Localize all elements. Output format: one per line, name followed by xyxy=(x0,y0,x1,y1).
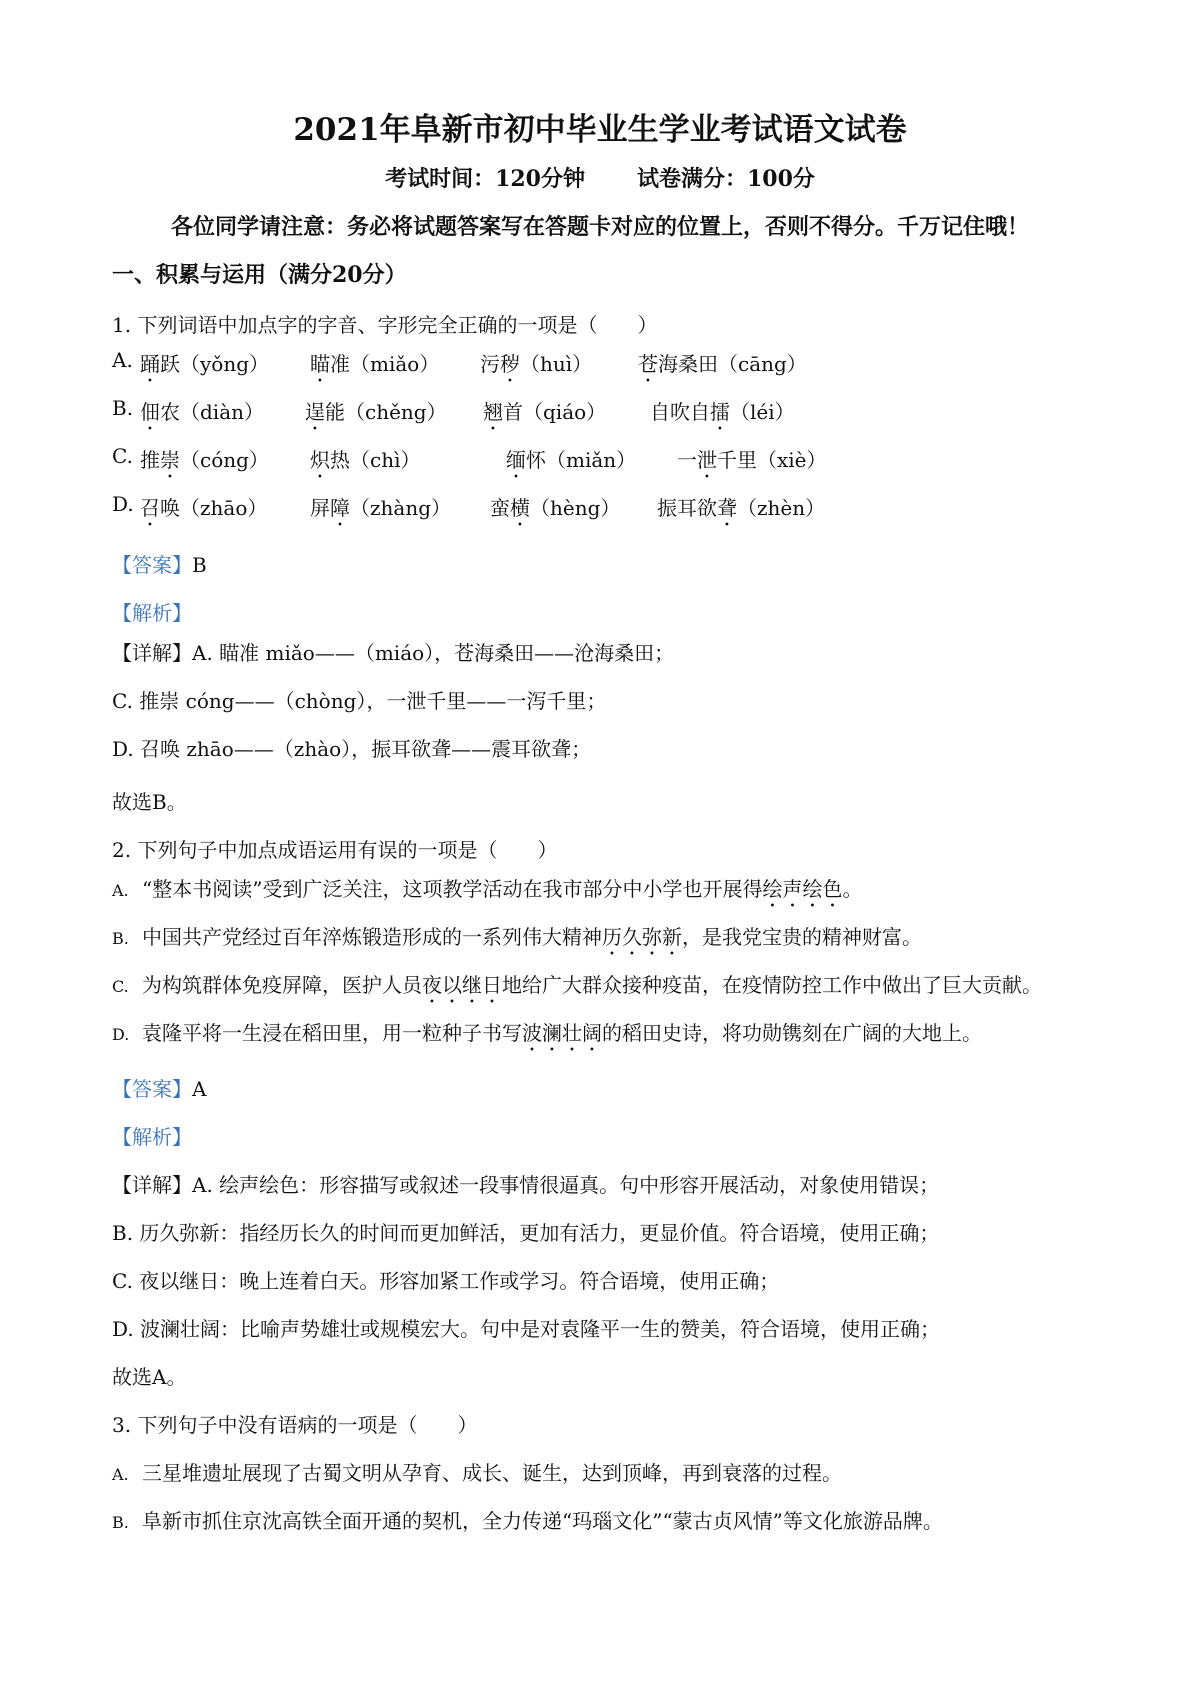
full-score: 试卷满分：100分 xyxy=(637,166,815,192)
q1-analysis-tag: 【解析】 xyxy=(112,601,192,625)
word-pre: 污 xyxy=(480,352,500,376)
option-text: 阜新市抓住京沈高铁全面开通的契机，全力传递“玛瑙文化”“蒙古贞风情”等文化旅游品牌。 xyxy=(142,1509,943,1533)
q1-word xyxy=(506,444,636,483)
q1-detail-line: C. 推崇 cóng——（chòng），一泄千里——一泻千里； xyxy=(112,689,607,713)
q1-word xyxy=(310,444,420,483)
word-pre: 屏 xyxy=(310,496,330,520)
exam-time: 考试时间：120分钟 xyxy=(385,166,585,192)
q1-word xyxy=(140,492,267,531)
option-text: 中国共产党经过百年淬炼锻造形成的一系列伟大精神 xyxy=(142,925,602,949)
answer-tag: 【答案】 xyxy=(112,553,192,577)
section-heading: 一、积累与运用（满分20分） xyxy=(112,262,407,288)
q1-word xyxy=(310,348,439,387)
q2-option xyxy=(112,1017,1200,1056)
word-post: （huì） xyxy=(520,352,593,376)
detail-text: A. 瞄准 miǎo——（miáo），苍海桑田——沧海桑田； xyxy=(192,641,675,665)
q1-word xyxy=(310,492,451,531)
dotted-char: 苍 xyxy=(638,352,658,376)
word-post: 唤（zhāo） xyxy=(160,496,268,520)
word-post: 千里（xiè） xyxy=(717,448,827,472)
q3-option xyxy=(112,1457,1200,1486)
option-label: D. xyxy=(112,1025,130,1044)
q2-conclusion: 故选A。 xyxy=(112,1365,187,1389)
dotted-char: 炽 xyxy=(310,448,330,472)
q1-word xyxy=(483,396,606,435)
option-label: A. xyxy=(112,881,129,900)
q1-detail-line xyxy=(112,637,1200,666)
q1-word xyxy=(480,348,592,387)
option-text: “整本书阅读”受到广泛关注，这项教学活动在我市部分中小学也开展得 xyxy=(142,877,763,901)
q2-detail-line: C. 夜以继日：晚上连着白天。形容加紧工作或学习。符合语境，使用正确； xyxy=(112,1269,780,1293)
answer-value: A xyxy=(192,1077,207,1101)
dotted-char: 横 xyxy=(510,496,530,520)
q2-detail-line: D. 波澜壮阔：比喻声势雄壮或规模宏大。句中是对袁隆平一生的赞美，符合语境，使用正确； xyxy=(112,1317,941,1341)
q1-word xyxy=(140,444,269,483)
option-text: 。 xyxy=(842,877,863,901)
word-post: 热（chì） xyxy=(330,448,421,472)
q1-detail-line: D. 召唤 zhāo——（zhào），振耳欲聋——震耳欲聋； xyxy=(112,737,592,761)
word-post: 准（miǎo） xyxy=(330,352,440,376)
detail-text: A. 绘声绘色：形容描写或叙述一段事情很逼真。句中形容开展活动，对象使用错误； xyxy=(192,1173,940,1197)
dotted-char: 逞 xyxy=(305,400,325,424)
notice: 各位同学请注意：务必将试题答案写在答题卡对应的位置上，否则不得分。千万记住哦！ xyxy=(170,214,1029,240)
q1-word xyxy=(650,396,795,435)
dotted-char: 踊 xyxy=(140,352,160,376)
option-label: B. xyxy=(112,1513,129,1532)
word-pre: 蛮 xyxy=(490,496,510,520)
option-text: 的稻田史诗，将功勋镌刻在广阔的大地上。 xyxy=(602,1021,982,1045)
answer-value: B xyxy=(192,553,207,577)
q1-word xyxy=(638,348,807,387)
word-pre: 自吹自 xyxy=(650,400,710,424)
dotted-char: 秽 xyxy=(500,352,520,376)
dotted-char: 泄 xyxy=(697,448,717,472)
dotted-idiom: 绘声绘色 xyxy=(762,877,843,901)
dotted-char: 崇 xyxy=(160,448,180,472)
option-label: D. xyxy=(112,492,134,516)
option-text: ，是我党宝贵的精神财富。 xyxy=(682,925,922,949)
q1-answer xyxy=(112,549,1200,578)
word-post: （zhàng） xyxy=(350,496,452,520)
dotted-char: 召 xyxy=(140,496,160,520)
q1-word xyxy=(490,492,620,531)
q1-word xyxy=(140,396,264,435)
detail-tag: 【详解】 xyxy=(112,641,192,665)
word-post: 能（chěng） xyxy=(325,400,447,424)
option-label: B. xyxy=(112,929,129,948)
dotted-char: 瞄 xyxy=(310,352,330,376)
word-post: 首（qiáo） xyxy=(503,400,607,424)
q2-option xyxy=(112,921,1200,960)
q1-word xyxy=(305,396,447,435)
word-pre: 一 xyxy=(677,448,697,472)
q1-word xyxy=(677,444,827,483)
word-post: （léi） xyxy=(730,400,795,424)
q2-detail-line xyxy=(112,1169,1200,1198)
q3-stem: 3. 下列句子中没有语病的一项是（ ） xyxy=(112,1413,478,1437)
q3-option xyxy=(112,1505,1200,1534)
word-post: 跃（yǒng） xyxy=(160,352,270,376)
option-label: A. xyxy=(112,348,133,372)
page-title: 2021年阜新市初中毕业生学业考试语文试卷 xyxy=(293,112,907,148)
word-post: 怀（miǎn） xyxy=(526,448,637,472)
dotted-char: 擂 xyxy=(710,400,730,424)
word-post: 海桑田（cāng） xyxy=(658,352,807,376)
word-post: 农（diàn） xyxy=(160,400,265,424)
option-text: 三星堆遗址展现了古蜀文明从孕育、成长、诞生，达到顶峰，再到衰落的过程。 xyxy=(142,1461,842,1485)
option-text: 为构筑群体免疫屏障，医护人员 xyxy=(142,973,422,997)
dotted-char: 佃 xyxy=(140,400,160,424)
word-pre: 推 xyxy=(140,448,160,472)
q2-stem: 2. 下列句子中加点成语运用有误的一项是（ ） xyxy=(112,838,558,862)
dotted-char: 翘 xyxy=(483,400,503,424)
word-post: （cóng） xyxy=(180,448,269,472)
word-pre: 振耳欲 xyxy=(657,496,717,520)
q2-option xyxy=(112,969,1200,1008)
option-label: B. xyxy=(112,396,134,420)
q2-answer xyxy=(112,1073,1200,1102)
option-label: C. xyxy=(112,977,129,996)
option-label: A. xyxy=(112,1465,129,1484)
dotted-char: 缅 xyxy=(506,448,526,472)
answer-tag: 【答案】 xyxy=(112,1077,192,1101)
q2-detail-line: B. 历久弥新：指经历长久的时间而更加鲜活，更加有活力，更显价值。符合语境，使用正确； xyxy=(112,1221,940,1245)
q1-word xyxy=(140,348,269,387)
q1-stem: 1. 下列词语中加点字的字音、字形完全正确的一项是（ ） xyxy=(112,313,658,337)
word-post: （zhèn） xyxy=(737,496,826,520)
option-text: 地给广大群众接种疫苗，在疫情防控工作中做出了巨大贡献。 xyxy=(502,973,1042,997)
option-text: 袁隆平将一生浸在稻田里，用一粒种子书写 xyxy=(142,1021,522,1045)
q2-option xyxy=(112,873,1200,912)
exam-info xyxy=(0,162,1200,193)
word-post: （hèng） xyxy=(530,496,621,520)
dotted-char: 聋 xyxy=(717,496,737,520)
option-label: C. xyxy=(112,444,133,468)
dotted-idiom: 波澜壮阔 xyxy=(522,1021,602,1045)
detail-tag: 【详解】 xyxy=(112,1173,192,1197)
q2-analysis-tag: 【解析】 xyxy=(112,1125,192,1149)
q1-word xyxy=(657,492,825,531)
dotted-char: 障 xyxy=(330,496,350,520)
dotted-idiom: 夜以继日 xyxy=(422,973,502,997)
dotted-idiom: 历久弥新 xyxy=(602,925,682,949)
q1-conclusion: 故选B。 xyxy=(112,790,187,814)
